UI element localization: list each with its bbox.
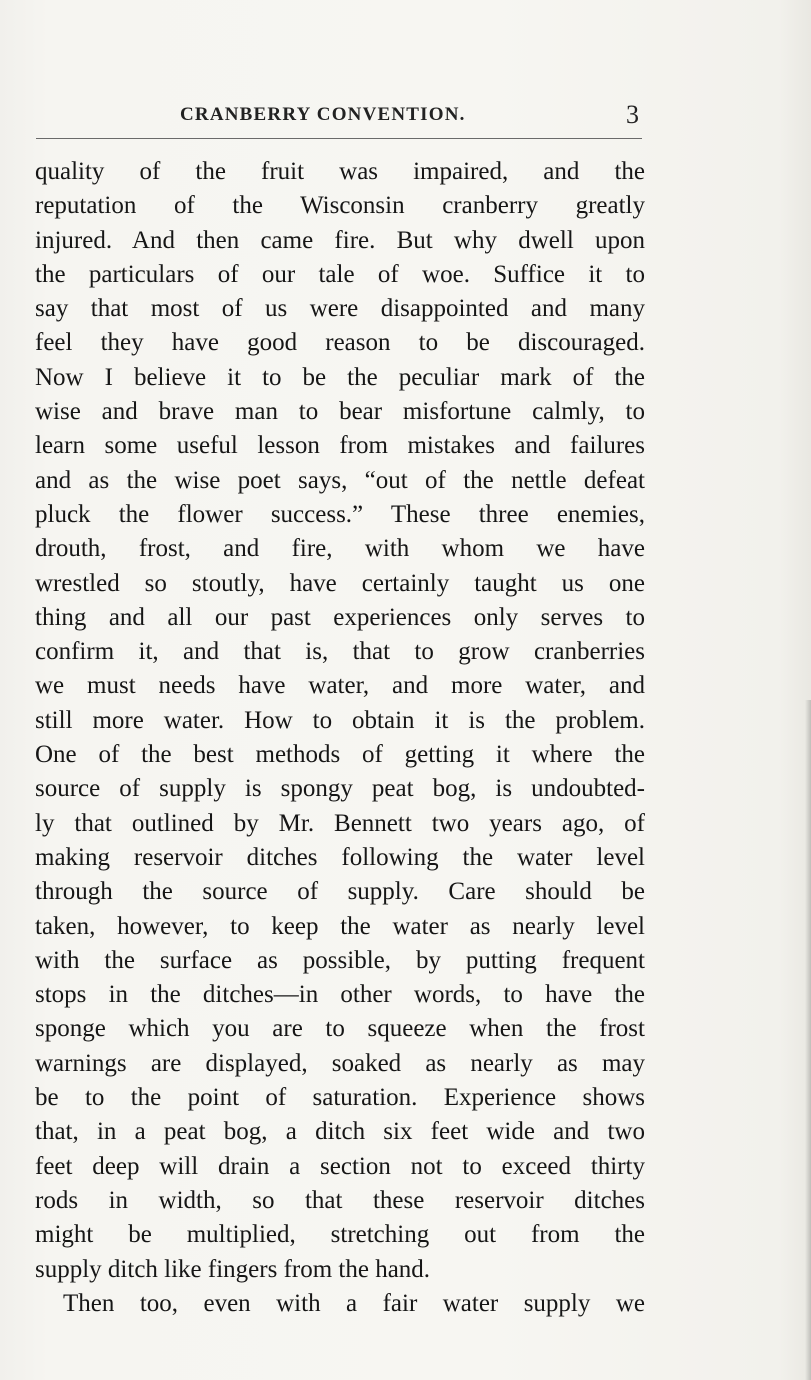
- text-line: sponge which you are to squeeze when the frost: [35, 1015, 645, 1043]
- text-line: the particulars of our tale of woe. Suffice it to: [35, 260, 645, 288]
- text-line: feet deep will drain a section not to exceed thirty: [35, 1152, 645, 1180]
- text-line: still more water. How to obtain it is the problem.: [35, 706, 645, 734]
- text-line: say that most of us were disappointed and many: [35, 295, 645, 323]
- text-line: that, in a peat bog, a ditch six feet wide and two: [35, 1118, 645, 1146]
- text-line: ly that outlined by Mr. Bennett two years ago, of: [35, 809, 645, 837]
- text-line: drouth, frost, and fire, with whom we have: [35, 535, 645, 563]
- text-line: quality of the fruit was impaired, and the: [35, 158, 645, 185]
- header-rule: [36, 138, 642, 139]
- body-text: [35, 155, 645, 1321]
- text-line: and as the wise poet says, “out of the nettle defeat: [35, 466, 645, 494]
- text-line: wise and brave man to bear misfortune calmly, to: [35, 398, 645, 426]
- text-line: feel they have good reason to be discouraged.: [35, 329, 645, 357]
- text-line: thing and all our past experiences only serves to: [35, 603, 645, 631]
- text-line: might be multiplied, stretching out from the: [35, 1221, 645, 1249]
- text-line: be to the point of saturation. Experience shows: [35, 1084, 645, 1112]
- text-line: supply ditch like fingers from the hand.: [35, 1255, 431, 1283]
- text-line: injured. And then came fire. But why dwell upon: [35, 226, 645, 254]
- text-line: we must needs have water, and more water, and: [35, 672, 645, 700]
- text-line: with the surface as possible, by putting frequent: [35, 946, 645, 974]
- text-line: stops in the ditches—in other words, to have the: [35, 981, 645, 1009]
- text-line: learn some useful lesson from mistakes and failures: [35, 432, 645, 460]
- page-number: 3: [626, 100, 639, 129]
- text-line: confirm it, and that is, that to grow cranberries: [35, 638, 645, 666]
- text-line: One of the best methods of getting it where the: [35, 741, 645, 769]
- text-line: Now I believe it to be the peculiar mark of the: [35, 363, 645, 391]
- text-line: making reservoir ditches following the water level: [35, 843, 645, 871]
- text-line: taken, however, to keep the water as nearly level: [35, 912, 645, 940]
- text-line: reputation of the Wisconsin cranberry greatly: [35, 192, 645, 220]
- running-head: CRANBERRY CONVENTION.: [180, 104, 466, 125]
- text-line: wrestled so stoutly, have certainly taught us one: [35, 569, 645, 597]
- text-line: Then too, even with a fair water supply we: [63, 1289, 645, 1317]
- text-line: rods in width, so that these reservoir ditches: [35, 1186, 645, 1214]
- text-line: pluck the flower success.” These three enemies,: [35, 500, 645, 528]
- text-line: source of supply is spongy peat bog, is undoubted-: [35, 775, 645, 803]
- text-line: warnings are displayed, soaked as nearly as may: [35, 1049, 645, 1077]
- page-edge-shadow: [805, 700, 811, 1380]
- text-line: through the source of supply. Care should be: [35, 878, 645, 906]
